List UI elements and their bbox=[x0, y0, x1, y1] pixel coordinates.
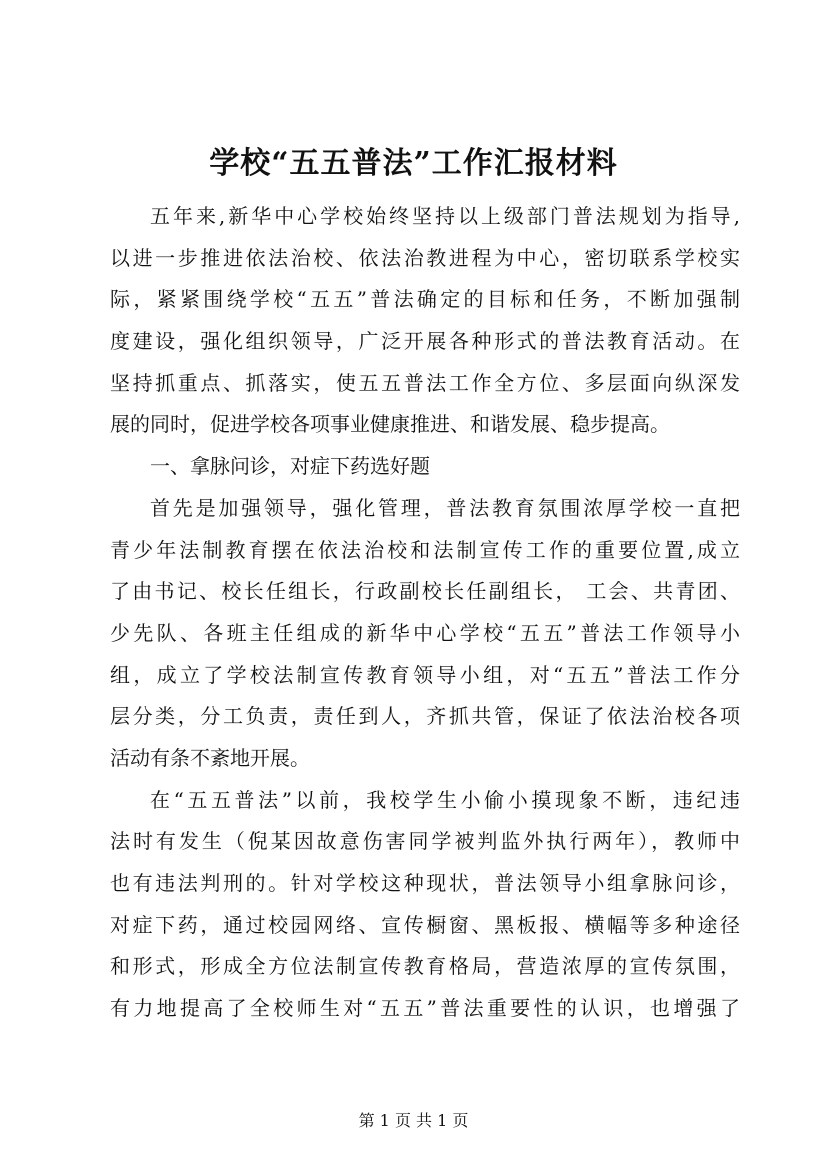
text-line: 在“五五普法”以前，我校学生小偷小摸现象不断，违纪违 bbox=[150, 787, 740, 812]
text-line: 青少年法制教育摆在依法治校和法制宣传工作的重要位置,成立 bbox=[110, 537, 740, 562]
text-line: 一、拿脉问诊，对症下药选好题 bbox=[150, 454, 430, 479]
text-line: 也有违法判刑的。针对学校这种现状，普法领导小组拿脉问诊， bbox=[110, 871, 740, 895]
page-footer: 第 1 页 共 1 页 bbox=[358, 1111, 469, 1130]
text-line: 五年来,新华中心学校始终坚持以上级部门普法规划为指导, bbox=[150, 204, 740, 228]
text-line: 了由书记、校长任组长，行政副校长任副组长， 工会、共青团、 bbox=[110, 579, 740, 604]
document-body bbox=[110, 196, 740, 1030]
text-line: 有力地提高了全校师生对“五五”普法重要性的认识，也增强了 bbox=[110, 996, 740, 1021]
text-line: 法时有发生（倪某因故意伤害同学被判监外执行两年），教师中 bbox=[110, 829, 740, 854]
text-line: 以进一步推进依法治校、依法治教进程为中心，密切联系学校实 bbox=[110, 245, 740, 270]
text-line: 组，成立了学校法制宣传教育领导小组，对“五五”普法工作分 bbox=[110, 662, 740, 687]
text-line: 际，紧紧围绕学校“五五”普法确定的目标和任务，不断加强制 bbox=[110, 287, 740, 312]
text-line: 层分类，分工负责，责任到人，齐抓共管，保证了依法治校各项 bbox=[110, 704, 740, 729]
text-line: 度建设，强化组织领导，广泛开展各种形式的普法教育活动。在 bbox=[110, 329, 740, 354]
text-line: 活动有条不紊地开展。 bbox=[110, 745, 310, 770]
document-title: 学校“五五普法”工作汇报材料 bbox=[209, 146, 618, 181]
text-line: 展的同时，促进学校各项事业健康推进、和谐发展、稳步提高。 bbox=[110, 412, 670, 437]
text-line: 少先队、各班主任组成的新华中心学校“五五”普法工作领导小 bbox=[110, 620, 740, 645]
text-line: 坚持抓重点、抓落实，使五五普法工作全方位、多层面向纵深发 bbox=[110, 370, 740, 395]
text-line: 对症下药，通过校园网络、宣传橱窗、黑板报、横幅等多种途径 bbox=[110, 912, 740, 937]
text-line: 和形式，形成全方位法制宣传教育格局，营造浓厚的宣传氛围， bbox=[110, 954, 740, 979]
text-line: 首先是加强领导，强化管理，普法教育氛围浓厚学校一直把 bbox=[150, 495, 740, 520]
